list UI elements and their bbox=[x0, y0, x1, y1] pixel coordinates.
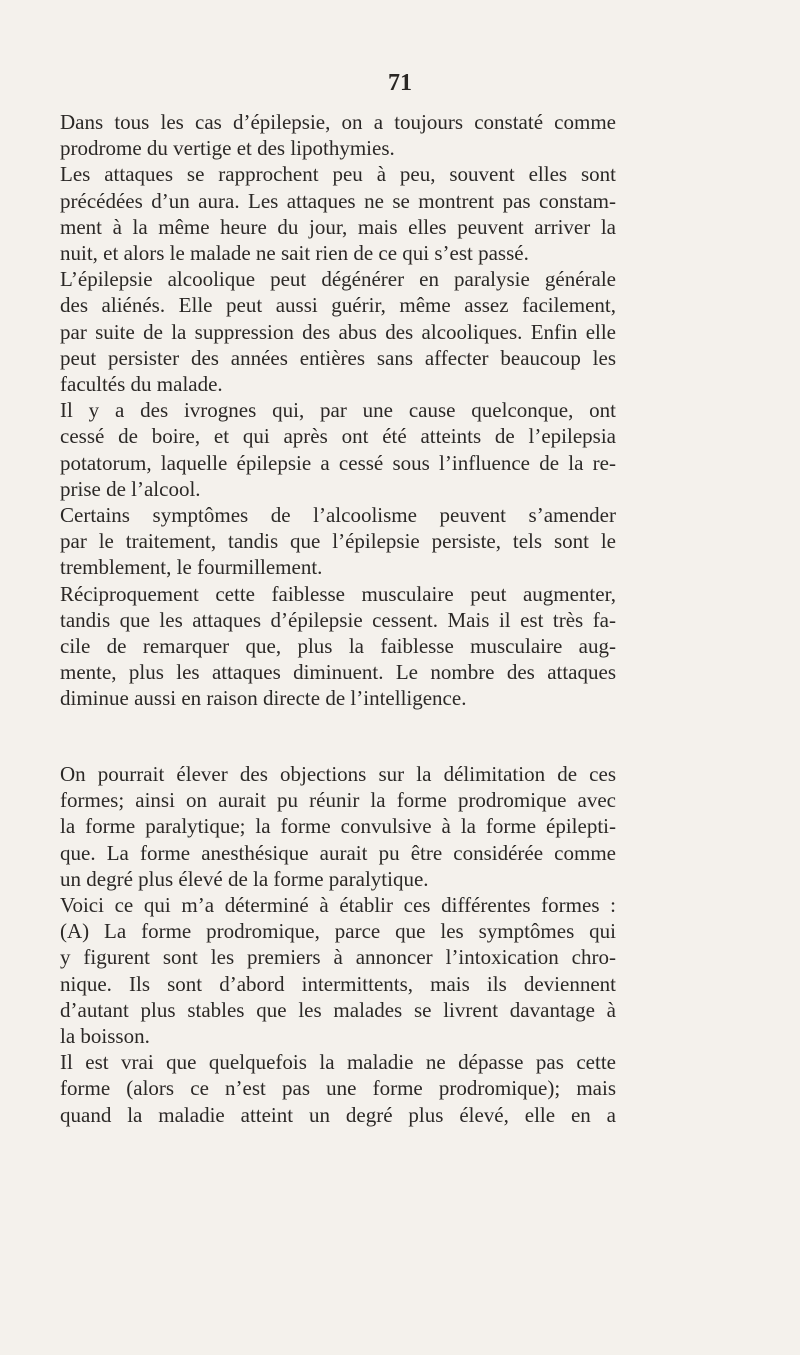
text-line: mente, plus les attaques diminuent. Le nombre des attaques bbox=[60, 660, 616, 685]
text-line: que. La forme anesthésique aurait pu être considérée comme bbox=[60, 840, 616, 865]
text-line: Voici ce qui m’a déterminé à établir ces différentes formes : bbox=[60, 893, 616, 918]
page-number: 71 bbox=[388, 70, 412, 96]
text-line: Certains symptômes de l’alcoolisme peuvent s’amender bbox=[60, 503, 616, 528]
text-line: prodrome du vertige et des lipothymies. bbox=[60, 136, 395, 161]
text-line: forme (alors ce n’est pas une forme prodromique); mais bbox=[60, 1076, 616, 1101]
text-line: On pourrait élever des objections sur la délimitation de ces bbox=[60, 762, 616, 786]
text-line: nique. Ils sont d’abord intermittents, mais ils deviennent bbox=[60, 971, 616, 996]
text-line: facultés du malade. bbox=[60, 372, 223, 397]
text-block-bottom bbox=[60, 761, 616, 1128]
text-line: diminue aussi en raison directe de l’intelligence. bbox=[60, 686, 467, 711]
text-line: la forme paralytique; la forme convulsive à la forme épilepti- bbox=[60, 814, 616, 839]
text-line: tandis que les attaques d’épilepsie cessent. Mais il est très fa- bbox=[60, 607, 616, 632]
text-line: précédées d’un aura. Les attaques ne se montrent pas constam- bbox=[60, 188, 616, 213]
text-line: nuit, et alors le malade ne sait rien de ce qui s’est passé. bbox=[60, 241, 529, 266]
text-line: Il est vrai que quelquefois la maladie ne dépasse pas cette bbox=[60, 1050, 616, 1075]
text-line: Les attaques se rapprochent peu à peu, souvent elles sont bbox=[60, 162, 616, 187]
text-line: peut persister des années entières sans affecter beaucoup les bbox=[60, 345, 616, 370]
text-line: ment à la même heure du jour, mais elles peuvent arriver la bbox=[60, 214, 616, 239]
text-line: Il y a des ivrognes qui, par une cause quelconque, ont bbox=[60, 398, 616, 423]
text-line: (A) La forme prodromique, parce que les symptômes qui bbox=[60, 919, 616, 944]
text-line: un degré plus élevé de la forme paralytique. bbox=[60, 866, 429, 891]
text-line: la boisson. bbox=[60, 1024, 150, 1049]
text-line: par le traitement, tandis que l’épilepsie persiste, tels sont le bbox=[60, 529, 616, 554]
text-line: formes; ainsi on aurait pu réunir la forme prodromique avec bbox=[60, 788, 616, 813]
text-line: Dans tous les cas d’épilepsie, on a toujours constaté comme bbox=[60, 110, 616, 134]
text-line: quand la maladie atteint un degré plus élevé, elle en a bbox=[60, 1102, 616, 1127]
text-line: cessé de boire, et qui après ont été atteints de l’epilepsia bbox=[60, 424, 616, 449]
text-line: Réciproquement cette faiblesse musculaire peut augmenter, bbox=[60, 581, 616, 606]
text-line: y figurent sont les premiers à annoncer l’intoxication chro- bbox=[60, 945, 616, 970]
text-line: d’autant plus stables que les malades se livrent davantage à bbox=[60, 997, 616, 1022]
text-block-top bbox=[60, 109, 616, 712]
text-line: des aliénés. Elle peut aussi guérir, même assez facilement, bbox=[60, 293, 616, 318]
text-line: prise de l’alcool. bbox=[60, 476, 201, 501]
text-line: potatorum, laquelle épilepsie a cessé sous l’influence de la re- bbox=[60, 450, 616, 475]
text-line: L’épilepsie alcoolique peut dégénérer en paralysie générale bbox=[60, 267, 616, 292]
text-line: tremblement, le fourmillement. bbox=[60, 555, 323, 580]
text-line: par suite de la suppression des abus des alcooliques. Enfin elle bbox=[60, 319, 616, 344]
text-line: cile de remarquer que, plus la faiblesse musculaire aug- bbox=[60, 634, 616, 659]
